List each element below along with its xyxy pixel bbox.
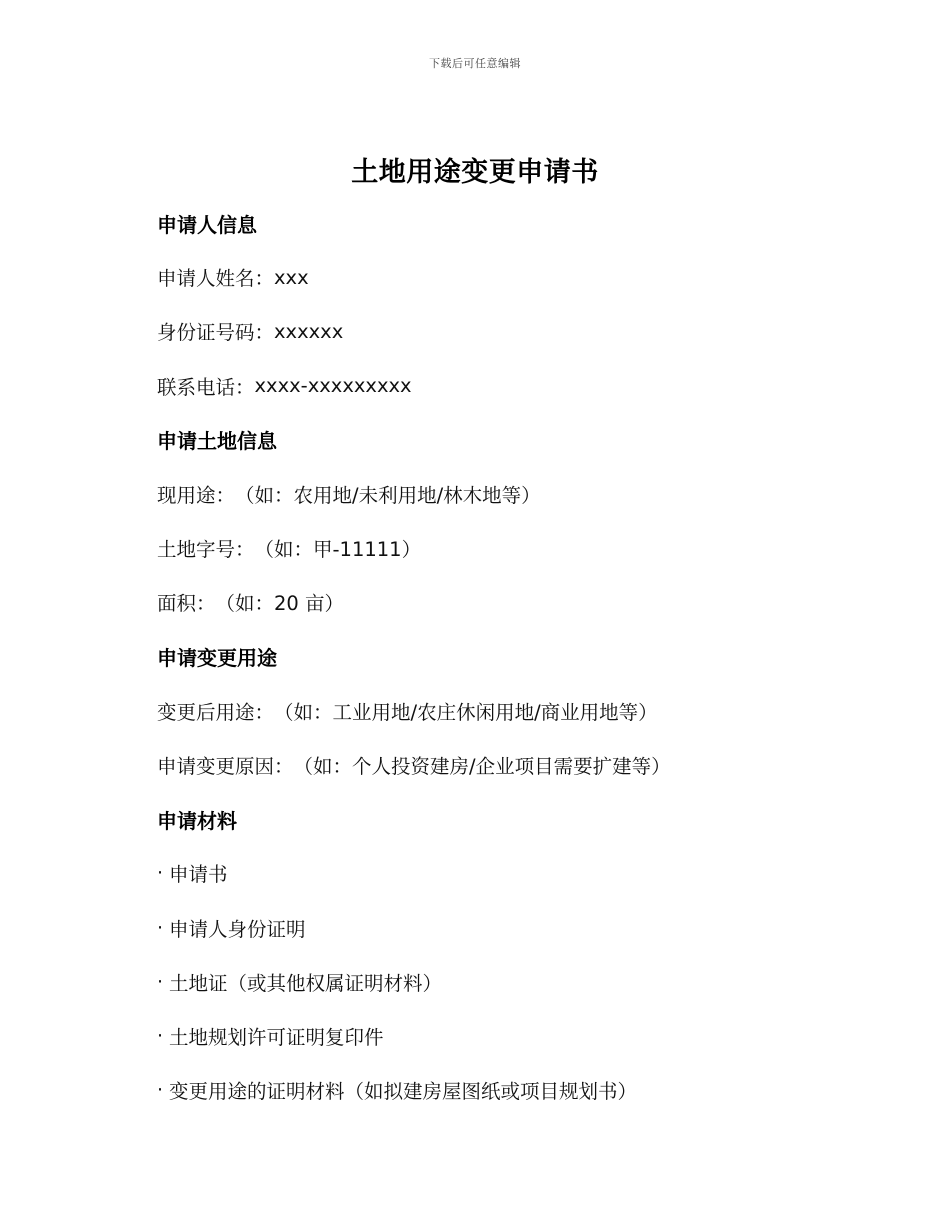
- field-value: xxxx-xxxxxxxxx: [254, 374, 412, 398]
- list-item-text: 申请人身份证明: [169, 917, 306, 941]
- field-label: 现用途：: [157, 484, 236, 508]
- section-heading-materials: 申请材料: [157, 808, 237, 833]
- list-item-text: 变更用途的证明材料（如拟建房屋图纸或项目规划书）: [169, 1080, 638, 1104]
- bullet-icon: ·: [157, 916, 164, 939]
- list-item: [157, 900, 857, 954]
- field-value: （如：20 亩）: [215, 592, 345, 616]
- header-note: 下载后可任意编辑: [429, 57, 521, 70]
- list-item-text: 土地证（或其他权属证明材料）: [169, 971, 443, 995]
- field-new-use: [157, 684, 857, 738]
- field-value: （如：工业用地/农庄休闲用地/商业用地等）: [274, 700, 658, 724]
- field-phone: [157, 359, 857, 413]
- section-heading-change: 申请变更用途: [157, 646, 277, 671]
- list-item: [157, 955, 857, 1009]
- field-value: （如：农用地/未利用地/林木地等）: [235, 484, 541, 508]
- field-change-reason: [157, 738, 857, 792]
- field-current-use: [157, 467, 857, 521]
- field-value: xxxxxx: [274, 319, 344, 343]
- bullet-icon: ·: [157, 862, 164, 885]
- section-heading-land: 申请土地信息: [157, 429, 277, 454]
- field-label: 申请人姓名：: [157, 267, 275, 291]
- field-area: [157, 575, 857, 629]
- bullet-icon: ·: [157, 1024, 164, 1047]
- field-label: 身份证号码：: [157, 321, 275, 345]
- list-item-text: 土地规划许可证明复印件: [169, 1025, 384, 1049]
- field-label: 变更后用途：: [157, 700, 275, 724]
- bullet-icon: ·: [157, 970, 164, 993]
- field-label: 申请变更原因：: [157, 754, 294, 778]
- field-value: xxx: [274, 265, 309, 289]
- field-label: 联系电话：: [157, 375, 255, 399]
- field-value: （如：个人投资建房/企业项目需要扩建等）: [293, 754, 671, 778]
- section-heading-applicant: 申请人信息: [157, 212, 257, 237]
- list-item: [157, 1009, 857, 1063]
- list-item: [157, 846, 857, 900]
- document-title: 土地用途变更申请书: [351, 157, 599, 188]
- field-label: 土地字号：: [157, 538, 255, 562]
- field-lot-number: [157, 521, 857, 575]
- field-id-number: [157, 304, 857, 358]
- field-label: 面积：: [157, 592, 216, 616]
- list-item: [157, 1063, 857, 1117]
- list-item-text: 申请书: [169, 863, 228, 887]
- field-applicant-name: [157, 250, 857, 304]
- field-value: （如：甲-11111）: [254, 538, 422, 562]
- document-body: [157, 196, 857, 1117]
- bullet-icon: ·: [157, 1079, 164, 1102]
